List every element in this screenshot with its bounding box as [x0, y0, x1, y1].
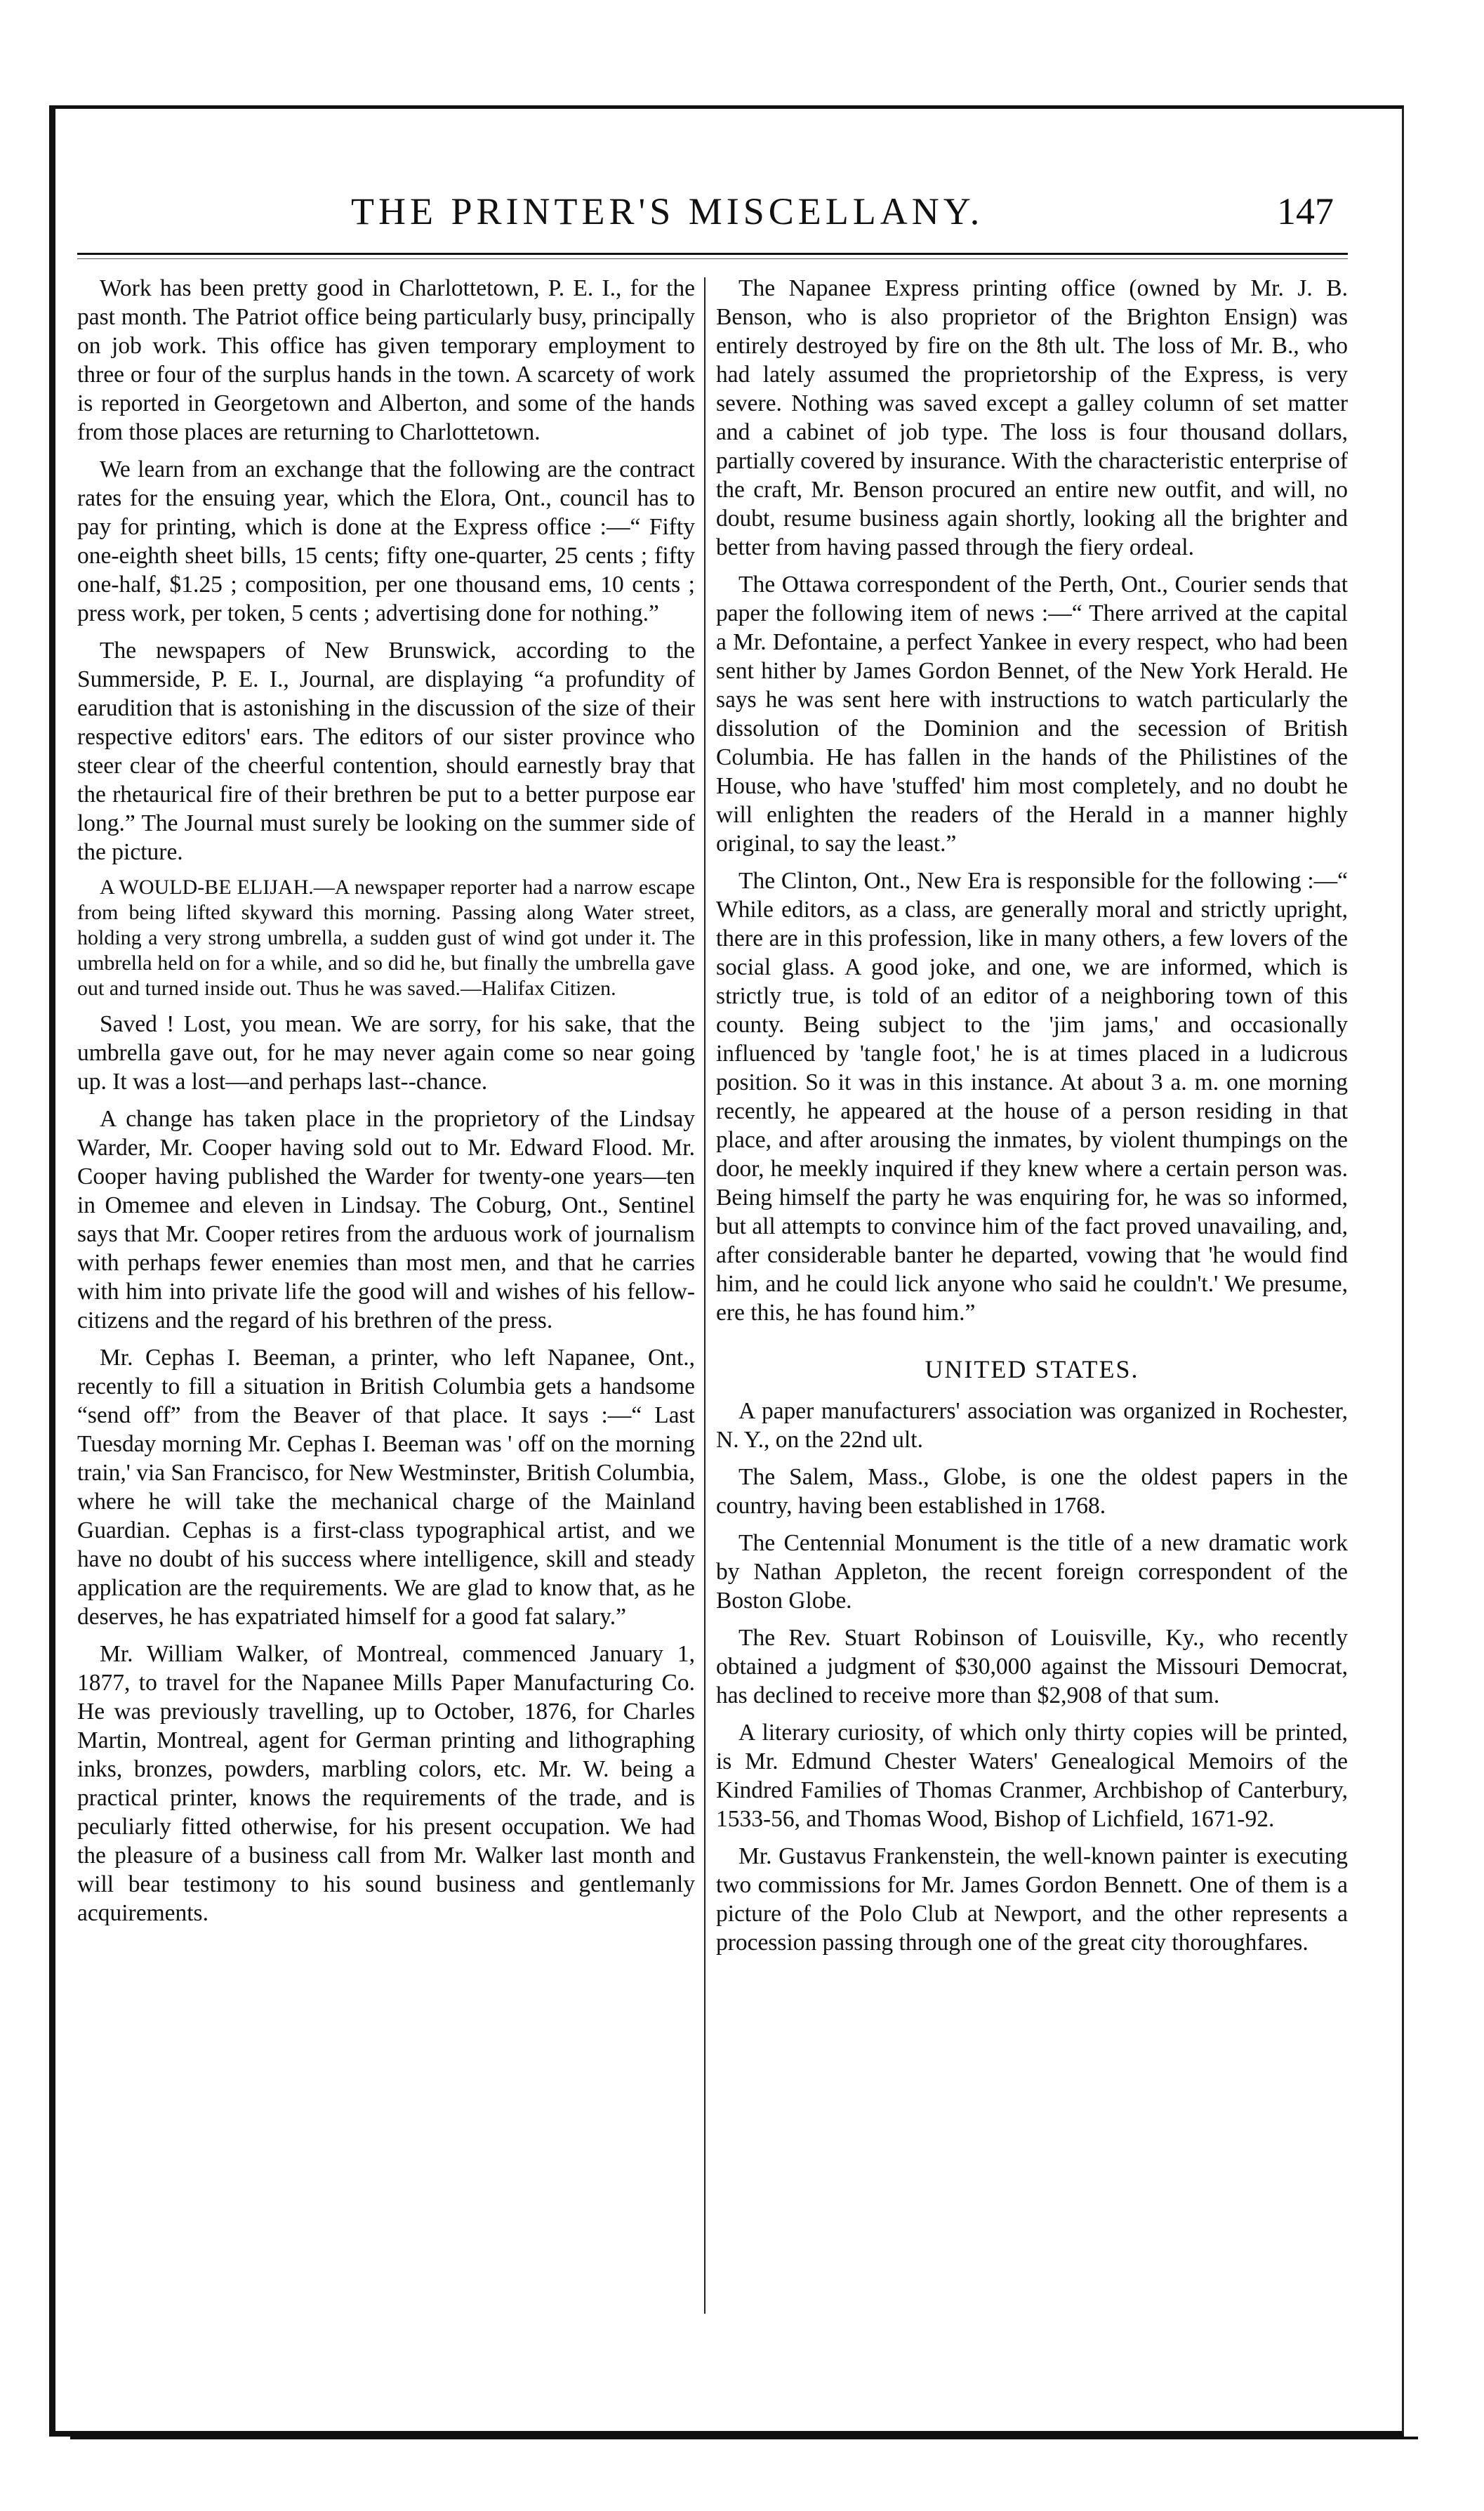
paragraph: Mr. William Walker, of Montreal, commenced January 1, 1877, to travel for the Napanee Mills Paper Manufacturing Co. He was previously travelling, up to October, 1876, for Charles Martin, Montreal, agent for German printing and lithographing inks, bronzes, powders, marbling colors, etc. Mr. W. being a practical printer, knows the requirements of the trade, and is peculiarly fitted otherwise, for his present occupation. We had the pleasure of a business call from Mr. Walker last month and will bear testimony to his sound business and gentlemanly acquirements. — [77, 1641, 695, 1926]
section-heading: UNITED STATES. — [925, 1355, 1139, 1383]
paragraph: The Rev. Stuart Robinson of Louisville, Ky., who recently obtained a judgment of $30,000 against the Missouri Democrat, has declined to receive more than $2,908 of that sum. — [716, 1625, 1348, 1708]
page-header — [84, 190, 1348, 246]
paragraph: A paper manufacturers' association was organized in Rochester, N. Y., on the 22nd ult. — [716, 1398, 1348, 1453]
right-column — [716, 274, 1348, 1965]
page-border-bottom — [70, 2437, 1418, 2446]
paragraph: The Napanee Express printing office (owned by Mr. J. B. Benson, who is also proprietor of the Brighton Ensign) was entirely destroyed by fire on the 8th ult. The loss of Mr. B., who had lately assumed the proprietorship of the Express, is very severe. Nothing was saved except a galley column of set matter and a cabinet of job type. The loss is four thousand dollars, partially covered by insurance. With the characteristic enterprise of the craft, Mr. Benson procured an entire new outfit, and will, no doubt, resume business again shortly, looking all the brighter and better from having passed through the fiery ordeal. — [716, 275, 1348, 560]
column-divider — [704, 277, 705, 2314]
paragraph: Saved ! Lost, you mean. We are sorry, for his sake, that the umbrella gave out, for he may never again come so near going up. It was a lost—and perhaps last--chance. — [77, 1011, 695, 1095]
paragraph: We learn from an exchange that the following are the contract rates for the ensuing year, which the Elora, Ont., council has to pay for printing, which is done at the Express office :—“ Fifty one-eighth sheet bills, 15 cents; fifty one-quarter, 25 cents ; fifty one-half, $1.25 ; composition, per one thousand ems, 10 cents ; press work, per token, 5 cents ; advertising done for nothing.” — [77, 456, 695, 626]
paragraph: The newspapers of New Brunswick, according to the Summerside, P. E. I., Journal, are displaying “a profundity of earudition that is astonishing in the discussion of the size of their respective editors' ears. The editors of our sister province who steer clear of the cheerful contention, should earnestly bray that the rhetaurical fire of their brethren be put to a better purpose ear long.” The Journal must surely be looking on the summer side of the picture. — [77, 638, 695, 865]
paragraph: The Salem, Mass., Globe, is one the oldest papers in the country, having been established in 1768. — [716, 1464, 1348, 1519]
header-rule — [77, 253, 1348, 255]
page-number: 147 — [1277, 190, 1334, 232]
header-rule-thin — [77, 258, 1348, 259]
paragraph: A literary curiosity, of which only thirty copies will be printed, is Mr. Edmund Chester Waters' Genealogical Memoirs of the Kindred Families of Thomas Cranmer, Archbishop of Canterbury, 1533-56, and Thomas Wood, Bishop of Lichfield, 1671-92. — [716, 1720, 1348, 1832]
running-title: THE PRINTER'S MISCELLANY. — [351, 190, 984, 232]
paragraph: The Ottawa correspondent of the Perth, Ont., Courier sends that paper the following item of news :—“ There arrived at the capital a Mr. Defontaine, a perfect Yankee in every respect, who had been sent hither by James Gordon Bennet, of the New York Herald. He says he was sent here with instructions to watch particularly the dissolution of the Dominion and the secession of British Columbia. He has fallen in the hands of the Philistines of the House, who have 'stuffed' him most completely, and no doubt he will enlighten the readers of the Herald in a manner highly original, to say the least.” — [716, 572, 1348, 857]
paragraph: A change has taken place in the proprietory of the Lindsay Warder, Mr. Cooper having sold out to Mr. Edward Flood. Mr. Cooper having published the Warder for twenty-one years—ten in Omemee and eleven in Lindsay. The Coburg, Ont., Sentinel says that Mr. Cooper retires from the arduous work of journalism with perhaps fewer enemies than most men, and that he carries with him into private life the good will and wishes of his fellow-citizens and the regard of his brethren of the press. — [77, 1106, 695, 1333]
left-column — [77, 274, 695, 1936]
paragraph: Mr. Cephas I. Beeman, a printer, who left Napanee, Ont., recently to fill a situation in British Columbia gets a handsome “send off” from the Beaver of that place. It says :—“ Last Tuesday morning Mr. Cephas I. Beeman was ' off on the morning train,' via San Francisco, for New Westminster, British Columbia, where he will take the mechanical charge of the Mainland Guardian. Cephas is a first-class typographical artist, and we have no doubt of his success where intelligence, skill and steady application are the requirements. We are glad to know that, as he deserves, he has expatriated himself for a good fat salary.” — [77, 1345, 695, 1630]
paragraph: The Clinton, Ont., New Era is responsible for the following :—“ While editors, as a class, are generally moral and strictly upright, there are in this profession, like in many others, a few lovers of the social glass. A good joke, and one, we are informed, which is strictly true, is told of an editor of a neighboring town of this county. Being subject to the 'jim jams,' and occasionally influenced by 'tangle foot,' he is at times placed in a ludicrous position. So it was in this instance. At about 3 a. m. one morning recently, he appeared at the house of a person residing in that place, and after arousing the inmates, by violent thumpings on the door, he meekly inquired if they knew where a certain person was. Being himself the party he was enquiring for, he was so informed, but all attempts to convince him of the fact proved unavailing, and, after considerable banter he departed, vowing that 'he would find him, and he could lick anyone who said he couldn't.' We presume, ere this, he has found him.” — [716, 868, 1348, 1326]
paragraph: The Centennial Monument is the title of a new dramatic work by Nathan Appleton, the recent foreign correspondent of the Boston Globe. — [716, 1530, 1348, 1614]
paragraph: Mr. Gustavus Frankenstein, the well-known painter is executing two commissions for Mr. James Gordon Bennett. One of them is a picture of the Polo Club at Newport, and the other represents a procession passing through one of the great city thoroughfares. — [716, 1843, 1348, 1956]
paragraph: Work has been pretty good in Charlottetown, P. E. I., for the past month. The Patriot office being particularly busy, principally on job work. This office has given temporary employment to three or four of the surplus hands in the town. A scarcety of work is reported in Georgetown and Alberton, and some of the hands from those places are returning to Charlottetown. — [77, 275, 695, 445]
paragraph: A WOULD-BE ELIJAH.—A newspaper reporter had a narrow escape from being lifted skyward this morning. Passing along Water street, holding a very strong umbrella, a sudden gust of wind got under it. The umbrella held on for a while, and so did he, but finally the umbrella gave out and turned inside out. Thus he was saved.—Halifax Citizen. — [77, 876, 695, 1000]
